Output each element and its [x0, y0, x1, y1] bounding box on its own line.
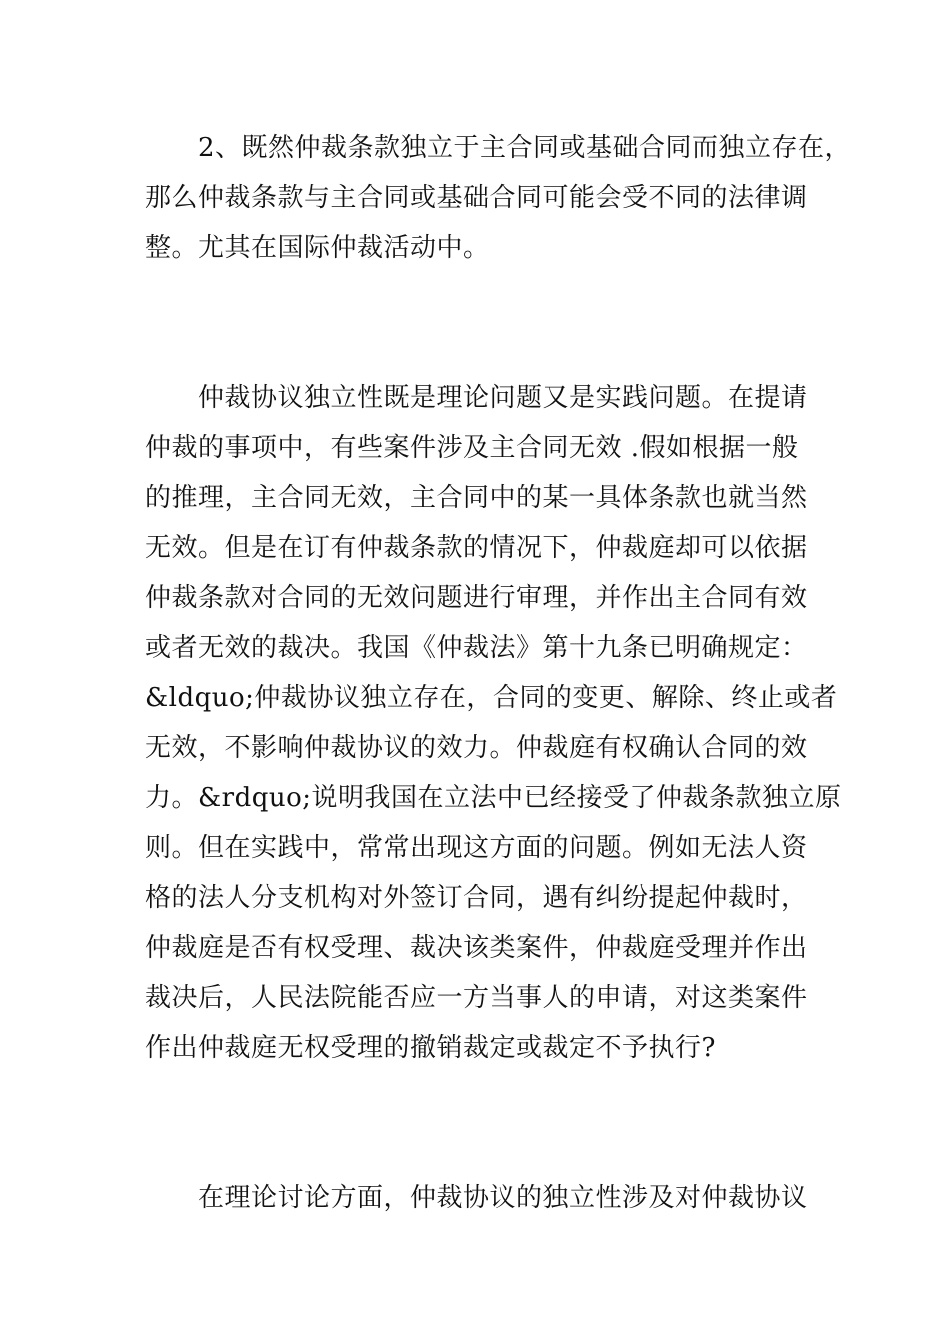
paragraph-1-line-2: 那么仲裁条款与主合同或基础合同可能会受不同的法律调	[145, 183, 808, 213]
paragraph-2-line-7: &ldquo;仲裁协议独立存在，合同的变更、解除、终止或者	[145, 683, 838, 713]
paragraph-2-line-1: 仲裁协议独立性既是理论问题又是实践问题。在提请	[198, 383, 808, 413]
paragraph-2-line-3: 的推理，主合同无效，主合同中的某一具体条款也就当然	[145, 483, 808, 513]
paragraph-1-line-1: 2、既然仲裁条款独立于主合同或基础合同而独立存在，	[198, 133, 852, 163]
paragraph-3-line-1: 在理论讨论方面，仲裁协议的独立性涉及对仲裁协议	[198, 1183, 808, 1213]
paragraph-2-line-6: 或者无效的裁决。我国《仲裁法》第十九条已明确规定：	[145, 633, 808, 663]
paragraph-2-line-13: 裁决后，人民法院能否应一方当事人的申请，对这类案件	[145, 983, 808, 1013]
paragraph-2-line-12: 仲裁庭是否有权受理、裁决该类案件，仲裁庭受理并作出	[145, 933, 808, 963]
paragraph-2-line-11: 格的法人分支机构对外签订合同，遇有纠纷提起仲裁时，	[145, 883, 808, 913]
paragraph-2-line-4: 无效。但是在订有仲裁条款的情况下，仲裁庭却可以依据	[145, 533, 808, 563]
paragraph-1-line-3: 整。尤其在国际仲裁活动中。	[145, 233, 490, 263]
paragraph-2-line-8: 无效，不影响仲裁协议的效力。仲裁庭有权确认合同的效	[145, 733, 808, 763]
paragraph-2-line-2: 仲裁的事项中，有些案件涉及主合同无效 .假如根据一般	[145, 433, 799, 463]
paragraph-2-line-5: 仲裁条款对合同的无效问题进行审理，并作出主合同有效	[145, 583, 808, 613]
paragraph-2-line-10: 则。但在实践中，常常出现这方面的问题。例如无法人资	[145, 833, 808, 863]
paragraph-2-line-9: 力。&rdquo;说明我国在立法中已经接受了仲裁条款独立原	[145, 783, 842, 813]
paragraph-2-line-14: 作出仲裁庭无权受理的撤销裁定或裁定不予执行?	[145, 1033, 716, 1063]
